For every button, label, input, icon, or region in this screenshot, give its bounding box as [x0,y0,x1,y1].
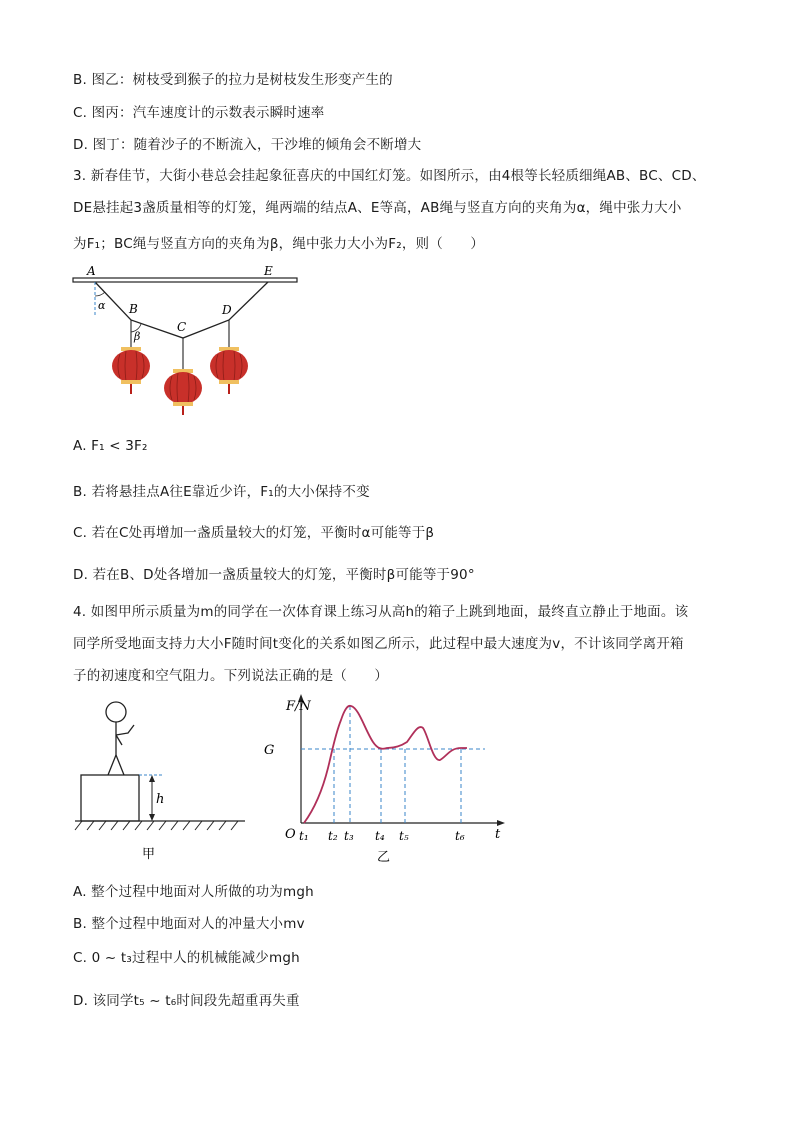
tick-t1: t₁ [299,829,309,843]
tick-t4: t₄ [375,829,385,843]
force-curve [304,706,467,823]
q2-option-c: C. 图丙：汽车速度计的示数表示瞬时速率 [73,105,325,121]
q4-stem-line1: 4. 如图甲所示质量为m的同学在一次体育课上练习从高h的箱子上跳到地面，最终直立静止于地面。该 [73,604,689,620]
q2-option-b: B. 图乙：树枝受到猴子的拉力是树枝发生形变产生的 [73,72,393,88]
lantern-b [112,347,150,394]
ceiling-bar [73,278,297,282]
q4-stem-line3: 子的初速度和空气阻力。下列说法正确的是（ ） [73,668,389,684]
label-a: A [87,264,96,278]
q3-stem-line1: 3. 新春佳节，大街小巷总会挂起象征喜庆的中国红灯笼。如图所示，由4根等长轻质细绳AB、BC、CD、 [73,168,706,184]
q3-lantern-figure [65,258,305,420]
q3-stem-line3: 为F₁；BC绳与竖直方向的夹角为β，绳中张力大小为F₂，则（ ） [73,236,485,252]
q3-option-b: B. 若将悬挂点A往E靠近少许，F₁的大小保持不变 [73,484,370,500]
y-axis-label: F/N [286,699,311,714]
g-label: G [264,743,275,758]
q4-option-c: C. 0 ~ t₃过程中人的机械能减少mgh [73,950,300,966]
tick-t3: t₃ [344,829,354,843]
caption-jia: 甲 [142,847,156,862]
q4-figure-yi [255,690,515,868]
q4-option-b: B. 整个过程中地面对人的冲量大小mv [73,916,305,932]
label-beta: β [134,330,141,343]
label-b: B [129,302,138,316]
q4-option-a: A. 整个过程中地面对人所做的功为mgh [73,884,314,900]
box [81,775,139,821]
label-e: E [264,264,273,278]
q3-stem-line2: DE悬挂起3盏质量相等的灯笼，绳两端的结点A、E等高，AB绳与竖直方向的夹角为α，绳中张力大小 [73,200,682,216]
x-axis-label: t [495,827,501,842]
q4-option-d: D. 该同学t₅ ~ t₆时间段先超重再失重 [73,993,300,1009]
q4-figure-jia [70,695,250,867]
label-c: C [177,320,187,334]
origin-label: O [285,827,296,842]
tick-t5: t₅ [399,829,409,843]
lantern-c [164,369,202,415]
tick-t6: t₆ [455,829,465,843]
height-label: h [156,792,165,807]
q3-option-c: C. 若在C处再增加一盏质量较大的灯笼，平衡时α可能等于β [73,525,435,541]
alpha-arc [95,292,105,296]
q3-option-d: D. 若在B、D处各增加一盏质量较大的灯笼，平衡时β可能等于90° [73,567,475,583]
tick-t2: t₂ [328,829,338,843]
person-head [106,702,126,722]
label-alpha: α [98,299,106,312]
label-d: D [222,303,232,317]
q2-option-d: D. 图丁：随着沙子的不断流入，干沙堆的倾角会不断增大 [73,137,422,153]
lantern-d [210,347,248,394]
q3-option-a: A. F₁ < 3F₂ [73,438,148,454]
q4-stem-line2: 同学所受地面支持力大小F随时间t变化的关系如图乙所示，此过程中最大速度为v，不计该同学离开箱 [73,636,684,652]
caption-yi: 乙 [377,850,391,865]
